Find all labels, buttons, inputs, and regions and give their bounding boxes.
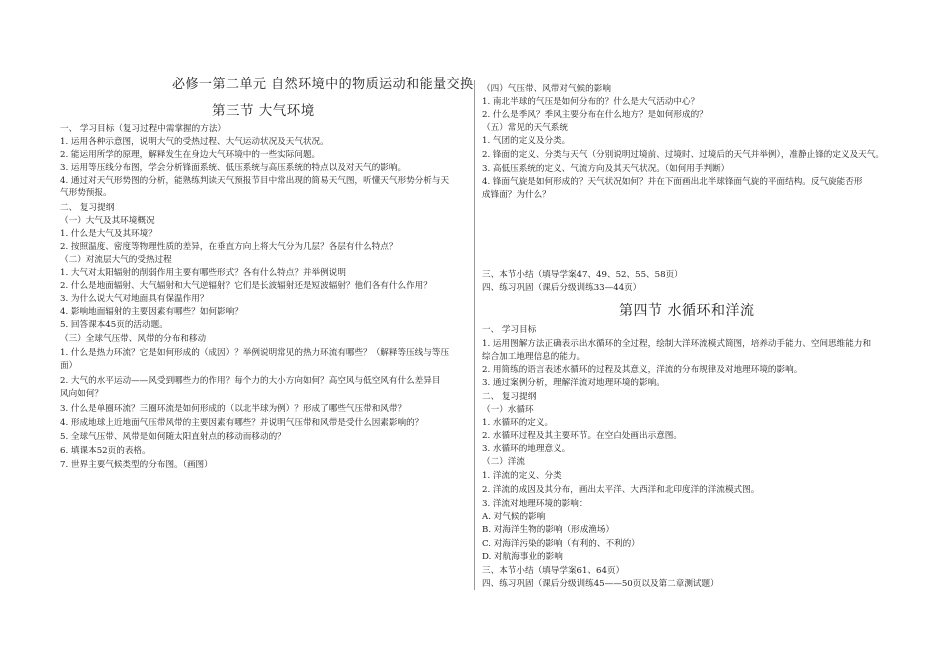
left-line: （三）全球气压带、风带的分布和移动 bbox=[60, 334, 207, 344]
right-line: 1. 运用图解方法正确表示出水循环的全过程，绘制大洋环流模式简图，培养动手能力、空间思维能力和 bbox=[482, 339, 872, 349]
right-line: 1. 洋流的定义、分类 bbox=[482, 471, 562, 481]
right-line: 2. 用简练的语言表述水循环的过程及其意义，洋流的分布规律及对地理环境的影响。 bbox=[482, 365, 803, 375]
right-line: 3. 水循环的地理意义。 bbox=[482, 444, 571, 454]
left-line: 3. 为什么说大气对地面具有保温作用？ bbox=[60, 294, 209, 304]
right-line: 4. 锋面气旋是如何形成的？天气状况如何？并在下面画出北半球锋面气旋的平面结构。反气旋能否形 bbox=[482, 177, 863, 187]
right-line: 三、本节小结（填导学案61、64页） bbox=[482, 566, 625, 576]
left-line: （一）大气及其环境概况 bbox=[60, 216, 155, 226]
right-line: 一、 学习目标 bbox=[482, 325, 537, 335]
right-line: B. 对海洋生物的影响（形成渔场） bbox=[482, 525, 615, 535]
unit-heading: 必修一第二单元 自然环境中的物质运动和能量交换 bbox=[172, 77, 474, 92]
right-line: 1. 南北半球的气压是如何分布的？什么是大气活动中心？ bbox=[482, 97, 700, 107]
left-line: 3. 运用等压线分布图，学会分析锋面系统、低压系统与高压系统的特点以及对天气的影响。 bbox=[60, 163, 407, 173]
left-line: 4. 形成地球上近地面气压带风带的主要因素有哪些？并说明气压带和风带是受什么因素影响的？ bbox=[60, 418, 424, 428]
left-line: 6. 填课本52页的表格。 bbox=[60, 446, 151, 456]
left-line: 1. 运用各种示意图，说明大气的受热过程、大气运动状况及天气状况。 bbox=[60, 137, 329, 147]
left-line: 面） bbox=[60, 361, 78, 371]
left-line: 2. 按照温度、密度等物理性质的差异，在垂直方向上将大气分为几层？各层有什么特点？ bbox=[60, 242, 398, 252]
right-line: C. 对海洋污染的影响（有利的、不利的） bbox=[482, 539, 640, 549]
left-line: 风向如何？ bbox=[60, 389, 103, 399]
left-line: 5. 全球气压带、风带是如何随太阳直射点的移动而移动的？ bbox=[60, 432, 286, 442]
left-line: 一、 学习目标（复习过程中需掌握的方法） bbox=[60, 124, 227, 134]
right-line: 综合加工地理信息的能力。 bbox=[482, 352, 586, 362]
right-line: 2. 锋面的定义、分类与天气（分别说明过境前、过境时、过境后的天气并举例），准静止锋的定义及天气。 bbox=[482, 150, 884, 160]
left-line: 7. 世界主要气候类型的分布图。（画图） bbox=[60, 460, 213, 470]
right-line: 3. 洋流对地理环境的影响： bbox=[482, 499, 588, 509]
right-line: （四）气压带、风带对气候的影响 bbox=[482, 84, 611, 94]
right-line: 二、 复习提纲 bbox=[482, 392, 537, 402]
left-line: 2. 大气的水平运动——风受到哪些力的作用？每个力的大小方向如何？高空风与低空风有什么差异目 bbox=[60, 376, 441, 386]
right-line: 2. 水循环过程及其主要环节。在空白处画出示意图。 bbox=[482, 431, 682, 441]
column-divider bbox=[474, 80, 475, 590]
left-line: 5. 回答课本45页的活动题。 bbox=[60, 320, 168, 330]
right-line: 2. 洋流的成因及其分布，画出太平洋、大西洋和北印度洋的洋流模式图。 bbox=[482, 485, 760, 495]
right-line: （一）水循环 bbox=[482, 405, 534, 415]
right-line: 成锋面？为什么？ bbox=[482, 190, 551, 200]
right-line: （五）常见的天气系统 bbox=[482, 123, 568, 133]
right-line: A. 对气候的影响 bbox=[482, 512, 546, 522]
left-line: 1. 什么是大气及其环境？ bbox=[60, 229, 157, 239]
right-line: 2. 什么是季风？季风主要分布在什么地方？是如何形成的？ bbox=[482, 110, 708, 120]
section-title-atmosphere: 第三节 大气环境 bbox=[212, 103, 315, 119]
left-line: 2. 能运用所学的原理，解释发生在身边大气环境中的一些实际问题。 bbox=[60, 150, 321, 160]
right-line: 1. 气团的定义及分类。 bbox=[482, 136, 571, 146]
left-line: 气形势预报。 bbox=[60, 188, 112, 198]
right-line: 3. 高低压系统的定义、气流方向及其天气状况。（如何用手判断） bbox=[482, 164, 730, 174]
left-line: 4. 影响地面辐射的主要因素有哪些？如何影响？ bbox=[60, 307, 243, 317]
right-line: 3. 通过案例分析，理解洋流对地理环境的影响。 bbox=[482, 378, 665, 388]
left-line: 二、 复习提纲 bbox=[60, 203, 115, 213]
left-line: 3. 什么是单圈环流？三圈环流是如何形成的（以北半球为例）？形成了哪些气压带和风带？ bbox=[60, 404, 407, 414]
left-line: （二）对流层大气的受热过程 bbox=[60, 255, 172, 265]
right-line: （二）洋流 bbox=[482, 457, 525, 467]
right-line: 四、练习巩固（课后分级训练45——50页以及第二章测试题） bbox=[482, 579, 719, 589]
section-summary: 三、本节小结（填导学案47、49、52、55、58页） bbox=[482, 270, 683, 280]
left-line: 1. 大气对太阳辐射的削弱作用主要有哪些形式？各有什么特点？并举例说明 bbox=[60, 268, 346, 278]
left-line: 2. 什么是地面辐射、大气辐射和大气逆辐射？它们是长波辐射还是短波辐射？他们各有什么作用？ bbox=[60, 281, 432, 291]
right-line: D. 对航海事业的影响 bbox=[482, 552, 563, 562]
left-line: 1. 什么是热力环流？它是如何形成的（成因）？举例说明常见的热力环流有哪些？（解释等压线与等压 bbox=[60, 348, 450, 358]
section-title-water-cycle: 第四节 水循环和洋流 bbox=[619, 303, 755, 319]
right-line: 1. 水循环的定义。 bbox=[482, 418, 554, 428]
section-practice: 四、练习巩固（课后分级训练33—44页） bbox=[482, 283, 642, 293]
left-line: 4. 通过对天气形势图的分析，能熟练判读天气预报节目中常出现的简易天气图，听懂天气形势分析与天 bbox=[60, 176, 450, 186]
